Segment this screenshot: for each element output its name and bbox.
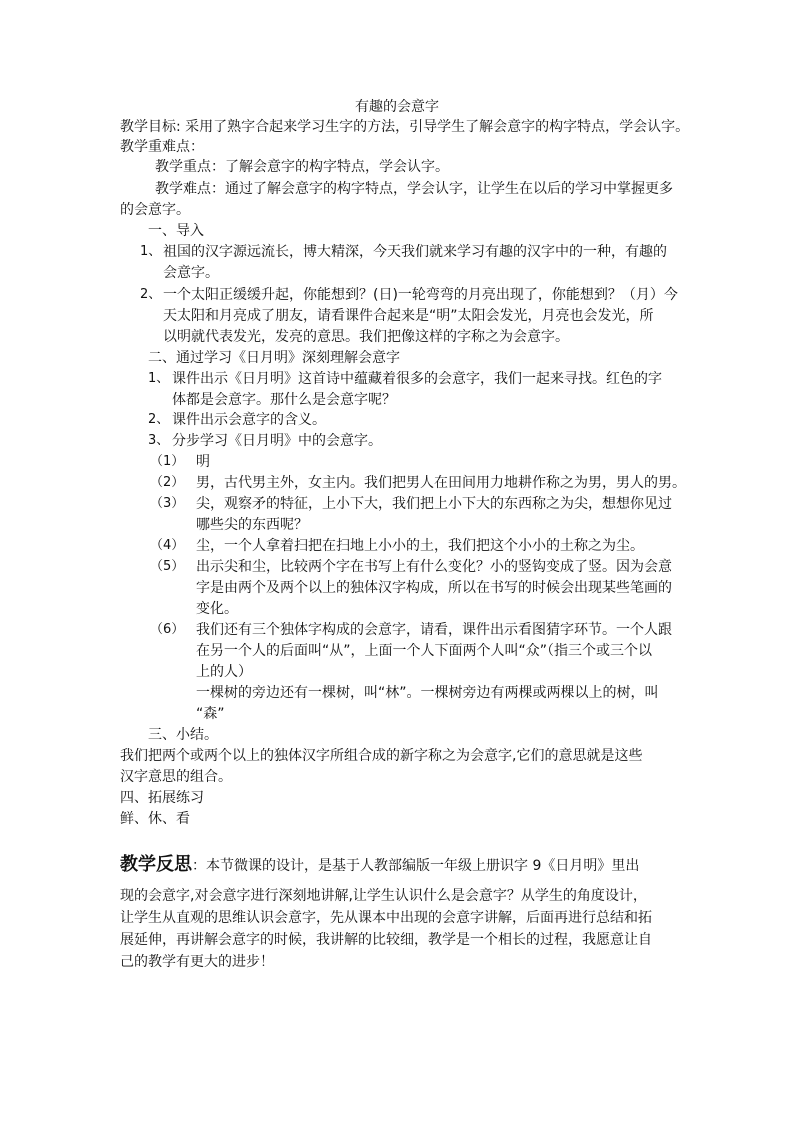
section-heading-summary: 三、小结。 — [148, 727, 218, 743]
intro-item-2-line3: 以明就代表发光，发亮的意思。我们把像这样的字称之为会意字。 — [163, 329, 569, 345]
sub-item-6-line5: “森” — [196, 706, 225, 722]
list-number: 3、 — [148, 433, 170, 448]
study-item-3: 分步学习《日月明》中的会意字。 — [172, 433, 382, 449]
sub-number: （4） — [150, 538, 185, 553]
section-heading-intro: 一、导入 — [148, 223, 204, 239]
list-number: 1、 — [148, 371, 170, 386]
reflection-line3: 让学生从直观的思维认识会意字，先从课本中出现的会意字讲解，后面再进行总结和拓 — [120, 910, 652, 926]
practice-words: 鲜、休、看 — [120, 811, 190, 827]
sub-item-5-line1: 出示尖和尘，比较两个字在书写上有什么变化？小的竖钩变成了竖。因为会意 — [196, 559, 672, 575]
reflection-heading: 教学反思 — [120, 854, 192, 875]
intro-item-2-line2: 天太阳和月亮成了朋友，请看课件合起来是“明”太阳会发光，月亮也会发光，所 — [163, 308, 654, 324]
sub-item-5-line2: 字是由两个及两个以上的独体汉字构成，所以在书写的时候会出现某些笔画的 — [196, 580, 672, 596]
study-item-2: 课件出示会意字的含义。 — [172, 412, 326, 428]
sub-number: （1） — [150, 454, 185, 469]
sub-item-3-line2: 哪些尖的东西呢？ — [196, 517, 308, 533]
reflection-line1: 本节微课的设计，是基于人教部编版一年级上册识字 9《日月明》里出 — [206, 858, 640, 874]
summary-line2: 汉字意思的组合。 — [120, 769, 232, 785]
reflection-line2: 现的会意字,对会意字进行深刻地讲解,让学生认识什么是会意字？从学生的角度设计， — [120, 888, 647, 904]
section-heading-practice: 四、拓展练习 — [120, 790, 204, 806]
sub-item-5-line3: 变化。 — [196, 601, 238, 617]
sub-item-6-line1: 我们还有三个独体字构成的会意字，请看，课件出示看图猜字环节。一个人跟 — [196, 622, 672, 638]
intro-item-2-line1: 一个太阳正缓缓升起，你能想到？(日)一轮弯弯的月亮出现了，你能想到？（月）今 — [163, 287, 678, 303]
sub-number: （3） — [150, 496, 185, 511]
list-number: 2、 — [140, 287, 162, 302]
sub-item-2: 男，古代男主外，女主内。我们把男人在田间用力地耕作称之为男，男人的男。 — [196, 475, 686, 491]
study-item-1-line1: 课件出示《日月明》这首诗中蕴藏着很多的会意字，我们一起来寻找。红色的字 — [172, 371, 662, 387]
reflection-first-line — [120, 854, 639, 877]
intro-item-1-line2: 会意字。 — [163, 265, 219, 281]
document-title: 有趣的会意字 — [355, 99, 439, 115]
key-difficult-label: 教学重难点： — [120, 139, 204, 155]
list-number: 2、 — [148, 412, 170, 427]
sub-number: （6） — [150, 622, 185, 637]
key-point: 教学重点：了解会意字的构字特点，学会认字。 — [155, 159, 449, 175]
reflection-line5: 己的教学有更大的进步！ — [120, 954, 274, 970]
difficult-point-line1: 教学难点：通过了解会意字的构字特点，学会认字，让学生在以后的学习中掌握更多 — [155, 181, 673, 197]
sub-item-6-line2: 在另一个人的后面叫“从”，上面一个人下面两个人叫“众”（指三个或三个以 — [196, 643, 653, 659]
reflection-colon: ： — [192, 858, 206, 874]
sub-item-6-line4: 一棵树的旁边还有一棵树，叫“林”。一棵树旁边有两棵或两棵以上的树，叫 — [196, 685, 659, 701]
intro-item-1-line1: 祖国的汉字源远流长，博大精深，今天我们就来学习有趣的汉字中的一种，有趣的 — [163, 244, 667, 260]
sub-number: （2） — [150, 475, 185, 490]
list-number: 1、 — [140, 244, 162, 259]
sub-item-3-line1: 尖，观察矛的特征，上小下大，我们把上小下大的东西称之为尖，想想你见过 — [196, 496, 672, 512]
sub-item-1: 明 — [196, 454, 210, 470]
study-item-1-line2: 体都是会意字。那什么是会意字呢？ — [172, 392, 396, 408]
sub-item-6-line3: 上的人） — [196, 664, 252, 680]
section-heading-study: 二、通过学习《日月明》深刻理解会意字 — [148, 350, 400, 366]
sub-number: （5） — [150, 559, 185, 574]
sub-item-4: 尘，一个人拿着扫把在扫地上小小的土，我们把这个小小的土称之为尘。 — [196, 538, 644, 554]
reflection-line4: 展延伸，再讲解会意字的时候，我讲解的比较细，教学是一个相长的过程，我愿意让自 — [120, 932, 652, 948]
summary-line1: 我们把两个或两个以上的独体汉字所组合成的新字称之为会意字,它们的意思就是这些 — [120, 748, 643, 764]
difficult-point-line2: 的会意字。 — [120, 202, 190, 218]
teaching-goal: 教学目标: 采用了熟字合起来学习生字的方法，引导学生了解会意字的构字特点，学会认字。 — [120, 119, 690, 135]
